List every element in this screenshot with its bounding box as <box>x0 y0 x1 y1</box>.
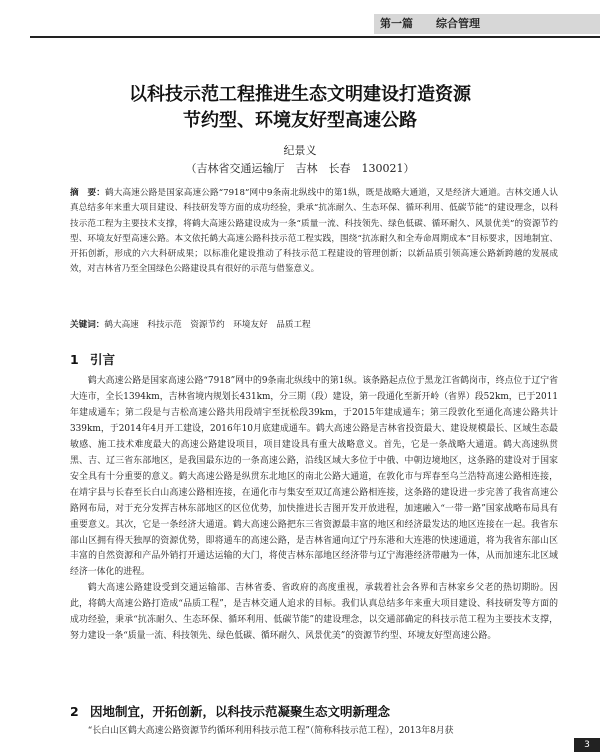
section-2-number: 2 <box>70 704 79 719</box>
paragraph: 鹤大高速公路是国家高速公路“7918”网中的9条南北纵线中的第1纵。该条路起点位于黑龙江省鹤岗市，终点位于辽宁省大连市，全长1394km，吉林省境内规划长431km，分三期（段）建设，第一段通化至新开岭（省界）段52km，已于2011年建成通车；第二段是与吉松高速公路共用段靖宇至抚松段39km，于2015年建成通车；第三段敦化至通化高速公路共计339km，于2014年4月开工建设，2016年10月底建成通车。鹤大高速公路是吉林省投资最大、建设规模最长、区域生态最敏感、施工技术难度最大的高速公路建设项目，项目建设具有重大战略意义。首先，它是一条战略大通道。鹤大高速纵贯黑、吉、辽三省东部地区，是我国最东边的一条高速公路，沿线区域大多位于中俄、中朝边境地区，这条路的建设对于国家安全具有十分重要的意义。鹤大高速公路是纵贯东北地区的南北公路大通道，在敦化市与珲春至乌兰浩特高速公路相连接，在靖宇县与长春至长白山高速公路相连接，在通化市与集安至双辽高速公路相连接，这条路的建设进一步完善了我省高速公路网布局，对于充分发挥吉林东部地区的区位优势，加快推进长吉图开发开放进程，加速融入“一带一路”国家战略布局具有重要意义。其次，它是一条经济大通道。鹤大高速公路把东三省资源最丰富的地区和经济最发达的地区连接在一起。我省东部山区拥有得天独厚的资源优势，即将通车的高速公路，是吉林省通向辽宁丹东港和大连港的快速通道，将为我省东部山区丰富的自然资源和产品外销打开通达运输的大门，将使吉林东部地区经济带与辽宁海港经济带融为一体，从而加速东北区域经济一体化的进程。 <box>70 376 558 578</box>
running-header <box>374 14 600 34</box>
keywords <box>70 318 558 332</box>
abstract <box>70 186 558 278</box>
page-number: 3 <box>574 738 600 752</box>
abstract-label: 摘 要： <box>70 188 105 198</box>
section-1-number: 1 <box>70 352 79 367</box>
title-line-2: 节约型、环境友好型高速公路 <box>183 110 417 131</box>
section-2-body <box>70 724 558 740</box>
section-1-title: 引言 <box>90 352 116 367</box>
author: 纪景义 <box>283 144 317 157</box>
running-header-section: 第一篇 <box>380 17 413 30</box>
title-line-1: 以科技示范工程推进生态文明建设打造资源 <box>129 84 471 105</box>
section-2-heading <box>70 702 390 720</box>
paragraph: “长白山区鹤大高速公路资源节约循环利用科技示范工程”（简称科技示范工程），2013年8月获 <box>87 726 454 736</box>
section-2-title: 因地制宜，开拓创新，以科技示范凝聚生态文明新理念 <box>90 704 391 719</box>
abstract-text: 鹤大高速公路是国家高速公路“7918”网中9条南北纵线中的第1纵，既是战略大通道，又是经济大通道。吉林交通人认真总结多年来重大项目建设、科技研发等方面的成功经验，秉承“抗冻耐久、生态环保、循环利用、低碳节能”的建设理念，以科技示范工程为主要技术支撑，将鹤大高速公路建设成为一条“质量一流、科技领先、绿色低碳、循环耐久、风景优美”的资源节约型、环境友好型高速公路。本文依托鹤大高速公路科技示范工程实践，围绕“抗冻耐久和全寿命周期成本”目标要求，因地制宜、开拓创新，形成的六大科研成果；以标准化建设推动了科技示范工程建设的管理创新；以新品质引领高速公路新跨越的发展成效，对吉林省乃至全国绿色公路建设具有很好的示范与借鉴意义。 <box>70 188 558 275</box>
section-1-heading <box>70 350 115 368</box>
keywords-label: 关键词： <box>70 320 105 330</box>
section-1-body <box>70 374 558 645</box>
affiliation: （吉林省交通运输厅 吉林 长春 130021） <box>185 162 415 175</box>
header-rule <box>30 36 600 38</box>
paragraph: 鹤大高速公路建设受到交通运输部、吉林省委、省政府的高度重视，承载着社会各界和吉林家乡父老的热切期盼。因此，将鹤大高速公路打造成“品质工程”，是吉林交通人追求的目标。我们认真总结多年来重大项目建设、科技研发等方面的成功经验，秉承“抗冻耐久、生态环保、循环利用、低碳节能”的建设理念，以交通部确定的科技示范工程为主要技术支撑，努力建设一条“质量一流、科技领先、绿色低碳、循环耐久、风景优美”的资源节约型、环境友好型高速公路。 <box>70 583 558 642</box>
running-header-category: 综合管理 <box>436 17 480 30</box>
keywords-text: 鹤大高速 科技示范 资源节约 环境友好 品质工程 <box>104 320 311 330</box>
